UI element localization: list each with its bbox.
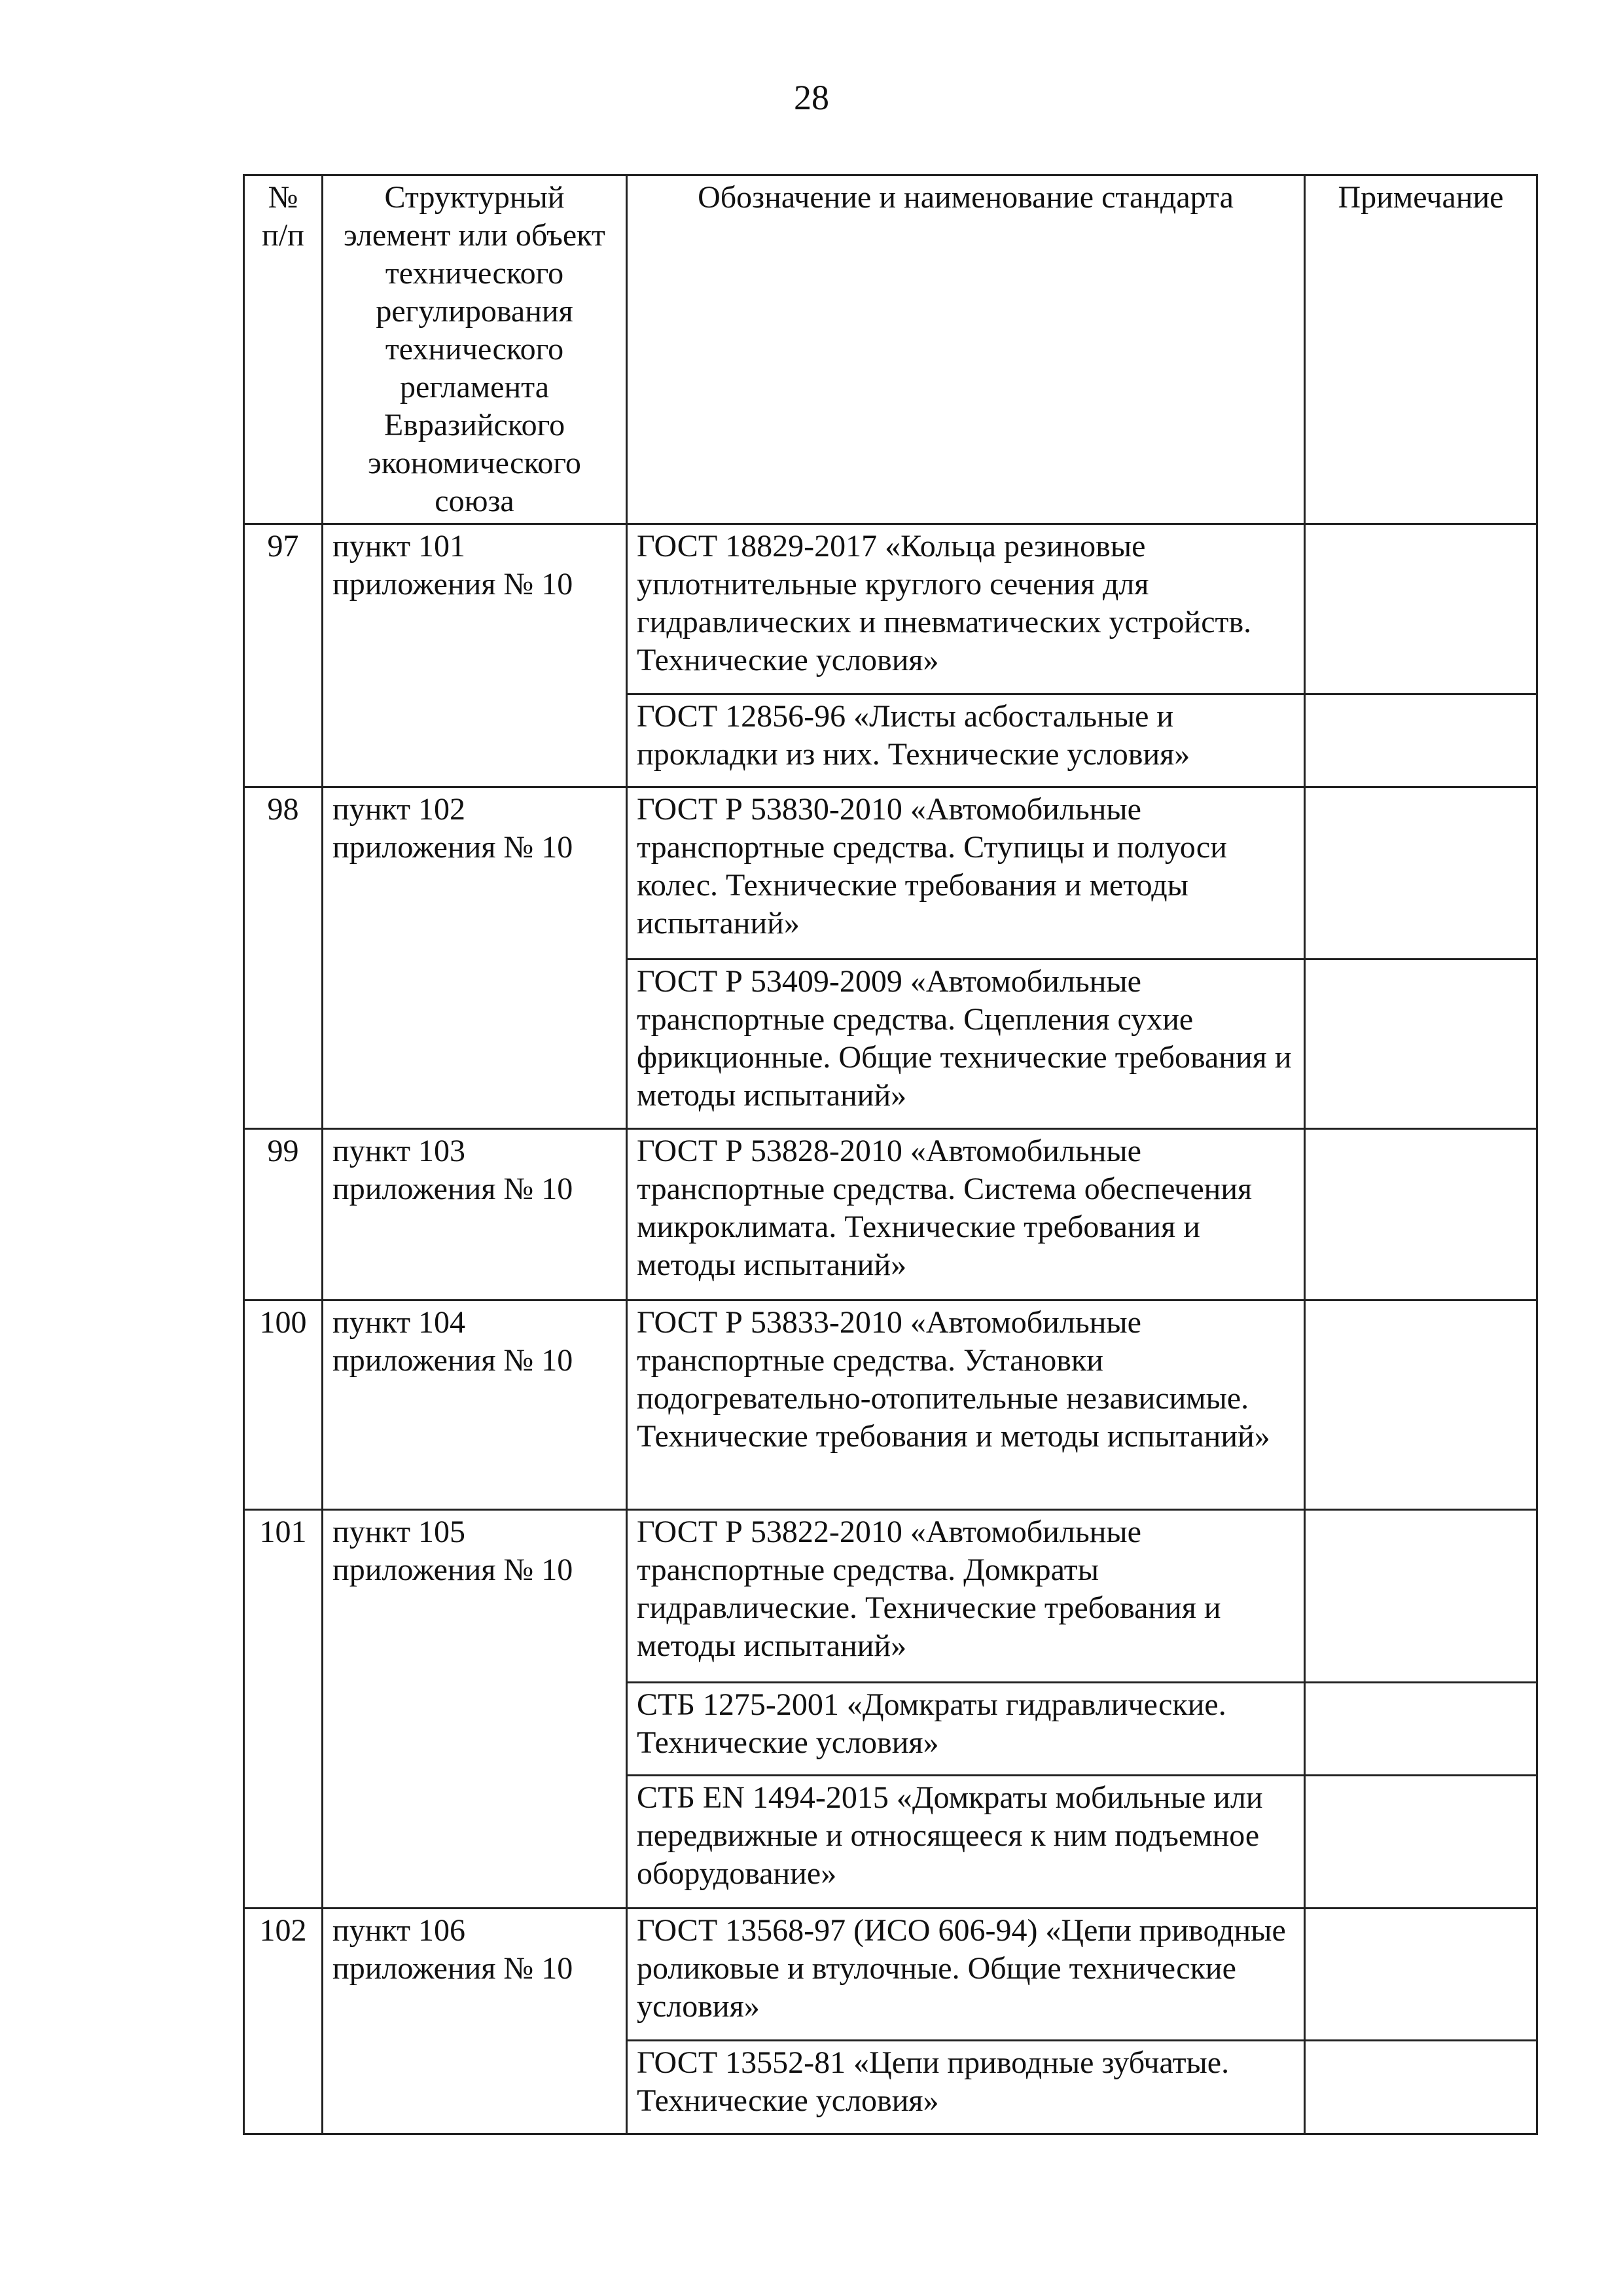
row-number: 102 [244,1909,323,2134]
header-note: Примечание [1305,175,1537,524]
standard-cell: ГОСТ Р 53830-2010 «Автомобильные транспортные средства. Ступицы и полуоси колес. Технические требования и методы испытаний» [627,787,1305,960]
standard-cell: ГОСТ Р 53833-2010 «Автомобильные транспортные средства. Установки подогревательно-отопительные независимые. Технические требования и методы испытаний» [627,1300,1305,1510]
standard-cell: СТБ 1275-2001 «Домкраты гидравлические. Технические условия» [627,1683,1305,1776]
standard-cell: ГОСТ 12856-96 «Листы асбостальные и прокладки из них. Технические условия» [627,694,1305,787]
table-row [244,1300,1537,1510]
row-number: 98 [244,787,323,1129]
note-cell [1305,1909,1537,2041]
table-header-row [244,175,1537,524]
row-number: 97 [244,524,323,787]
note-cell [1305,787,1537,960]
note-cell [1305,1683,1537,1776]
header-standard: Обозначение и наименование стандарта [627,175,1305,524]
note-cell [1305,1776,1537,1909]
standard-cell: ГОСТ 13552-81 «Цепи приводные зубчатые. Технические условия» [627,2041,1305,2134]
row-element: пункт 104 приложения № 10 [323,1300,627,1510]
standard-cell: ГОСТ Р 53828-2010 «Автомобильные транспортные средства. Система обеспечения микроклимата. Технические требования и методы испытаний» [627,1129,1305,1300]
standards-table [243,174,1538,2135]
table-row [244,1510,1537,1683]
note-cell [1305,524,1537,694]
standard-cell: СТБ EN 1494-2015 «Домкраты мобильные или передвижные и относящееся к ним подъемное оборудование» [627,1776,1305,1909]
note-cell [1305,1129,1537,1300]
note-cell [1305,960,1537,1129]
row-number: 100 [244,1300,323,1510]
row-element: пункт 102 приложения № 10 [323,787,627,1129]
header-number: № п/п [244,175,323,524]
row-number: 101 [244,1510,323,1909]
table-row [244,1909,1537,2041]
note-cell [1305,2041,1537,2134]
header-element: Структурный элемент или объект технического регулирования технического регламента Евразийского экономического союза [323,175,627,524]
page-number: 28 [794,78,829,117]
note-cell [1305,1510,1537,1683]
table-row [244,524,1537,694]
table-row [244,787,1537,960]
table-row [244,1129,1537,1300]
row-element: пункт 105 приложения № 10 [323,1510,627,1909]
standard-cell: ГОСТ Р 53822-2010 «Автомобильные транспортные средства. Домкраты гидравлические. Технические требования и методы испытаний» [627,1510,1305,1683]
row-element: пункт 101 приложения № 10 [323,524,627,787]
standard-cell: ГОСТ 13568-97 (ИСО 606-94) «Цепи приводные роликовые и втулочные. Общие технические условия» [627,1909,1305,2041]
row-element: пункт 106 приложения № 10 [323,1909,627,2134]
row-element: пункт 103 приложения № 10 [323,1129,627,1300]
standard-cell: ГОСТ Р 53409-2009 «Автомобильные транспортные средства. Сцепления сухие фрикционные. Общие технические требования и методы испытаний» [627,960,1305,1129]
standard-cell: ГОСТ 18829-2017 «Кольца резиновые уплотнительные круглого сечения для гидравлических и пневматических устройств. Технические условия» [627,524,1305,694]
note-cell [1305,1300,1537,1510]
row-number: 99 [244,1129,323,1300]
note-cell [1305,694,1537,787]
